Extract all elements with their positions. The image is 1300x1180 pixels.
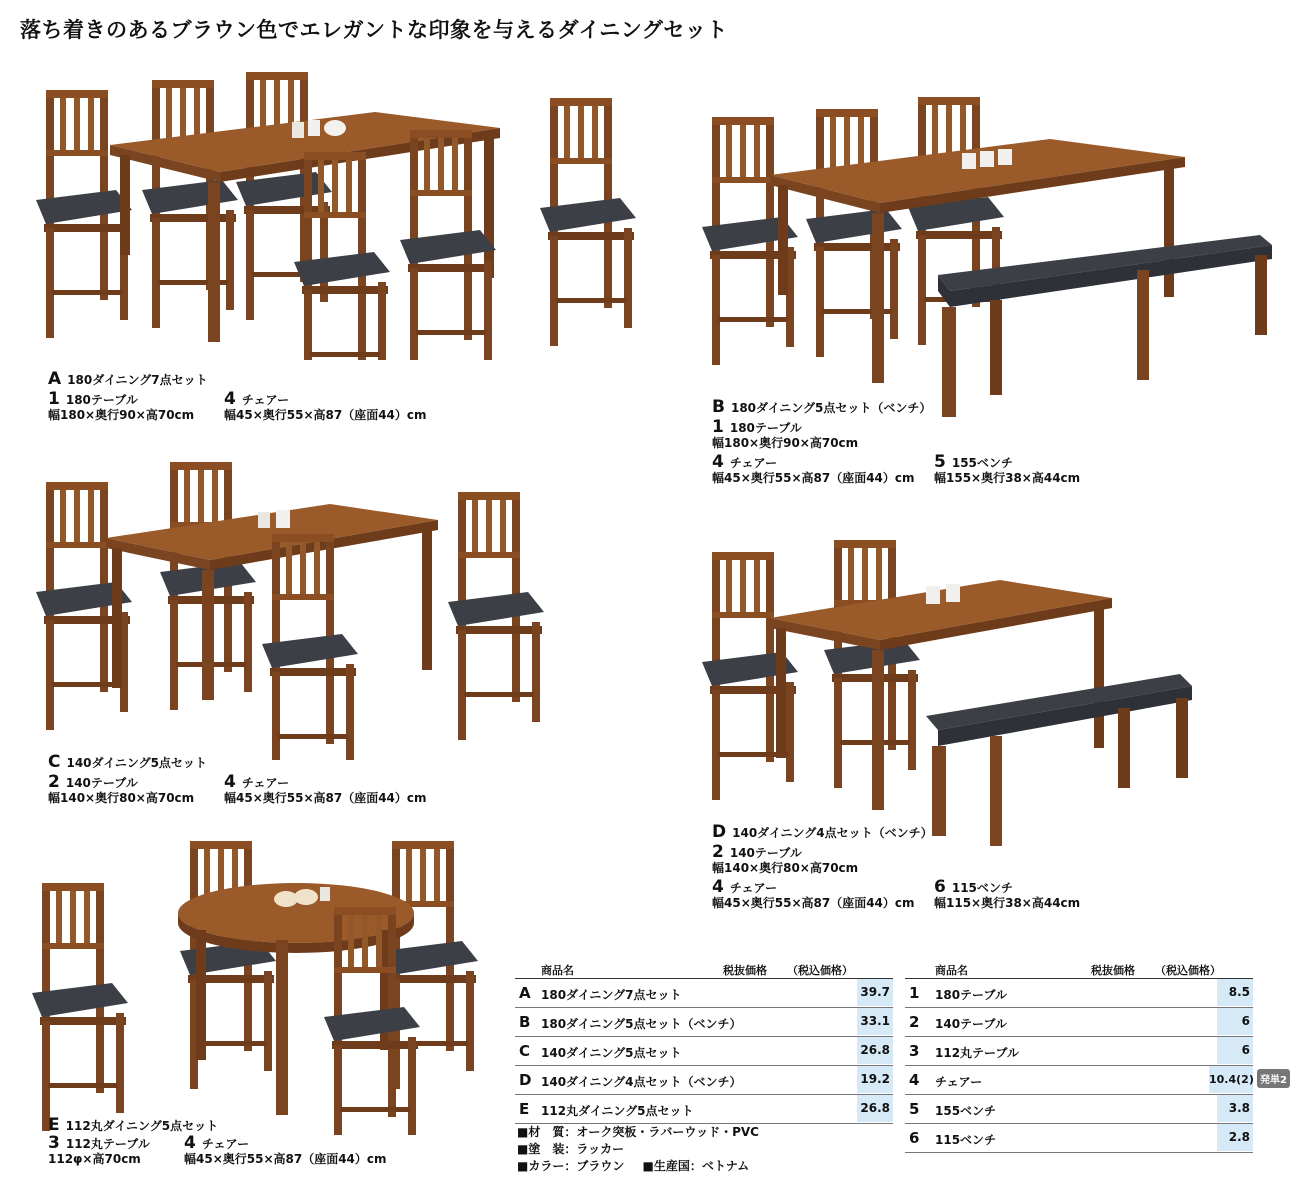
row-name: 140テーブル xyxy=(935,1017,1007,1031)
row-name: 155ベンチ xyxy=(935,1104,997,1118)
item-number: 6 xyxy=(934,877,946,897)
spec-finish: ■塗 装：ラッカー xyxy=(517,1142,625,1156)
item-name: 180テーブル xyxy=(729,421,802,435)
item-dimensions: 112φ×高70cm xyxy=(48,1152,141,1166)
item-number: 2 xyxy=(712,842,724,862)
row-code: D xyxy=(519,1071,532,1089)
set-name: 180ダイニング5点セット（ベンチ） xyxy=(730,401,932,415)
row-code: B xyxy=(519,1013,531,1031)
row-name: 115ベンチ xyxy=(935,1133,997,1147)
row-code: 6 xyxy=(909,1129,920,1147)
item-dimensions: 幅180×奥行90×高70cm xyxy=(48,408,195,422)
item-number: 2 xyxy=(48,772,60,792)
row-name: 180ダイニング5点セット（ベンチ） xyxy=(541,1017,742,1031)
item-dimensions: 幅45×奥行55×高87（座面44）cm xyxy=(712,471,915,485)
item-number: 4 xyxy=(224,772,236,792)
product-specs xyxy=(517,1124,759,1175)
item-name: チェアー xyxy=(241,393,290,407)
table-row xyxy=(905,1066,1253,1095)
table-row xyxy=(905,979,1253,1008)
row-name: 180ダイニング7点セット xyxy=(541,988,682,1002)
row-price: 26.8 xyxy=(857,1095,893,1122)
table-header xyxy=(905,962,1253,979)
row-price: 19.2 xyxy=(857,1066,893,1093)
spec-color: ■カラー：ブラウン xyxy=(517,1159,625,1173)
set-letter: B xyxy=(712,397,725,417)
item-name: チェアー xyxy=(729,881,778,895)
set-name: 112丸ダイニング5点セット xyxy=(65,1119,219,1133)
header-price-in: （税込価格） xyxy=(1155,964,1221,977)
item-dimensions: 幅45×奥行55×高87（座面44）cm xyxy=(712,896,915,910)
table-row xyxy=(905,1095,1253,1124)
item-number: 4 xyxy=(712,877,724,897)
page-headline: 落ち着きのあるブラウン色でエレガントな印象を与えるダイニングセット xyxy=(20,18,728,42)
caption-set-c xyxy=(48,752,468,813)
set-name: 180ダイニング7点セット xyxy=(67,373,208,387)
item-dimensions: 幅45×奥行55×高87（座面44）cm xyxy=(224,408,427,422)
item-number: 4 xyxy=(224,389,236,409)
row-code: A xyxy=(519,984,531,1002)
table-row xyxy=(905,1124,1253,1153)
row-code: C xyxy=(519,1042,531,1060)
row-price: 6 xyxy=(1217,1037,1253,1064)
spec-origin: ■生産国：ベトナム xyxy=(642,1159,750,1173)
photo-set-b xyxy=(700,95,1285,425)
price-table-items xyxy=(905,962,1253,1153)
header-name: 商品名 xyxy=(935,964,968,977)
item-name: チェアー xyxy=(201,1137,250,1151)
item-name: チェアー xyxy=(729,456,778,470)
item-dimensions: 幅155×奥行38×高44cm xyxy=(934,471,1081,485)
row-name: 112丸ダイニング5点セット xyxy=(541,1104,694,1118)
row-code: 3 xyxy=(909,1042,920,1060)
shipping-badge: 発単2 xyxy=(1257,1069,1290,1088)
item-dimensions: 幅45×奥行55×高87（座面44）cm xyxy=(224,791,427,805)
row-name: 140ダイニング5点セット xyxy=(541,1046,682,1060)
header-price-ex: 税抜価格 xyxy=(1091,964,1135,977)
row-price: 10.4(2) xyxy=(1209,1066,1253,1093)
set-letter: D xyxy=(712,822,727,842)
table-row xyxy=(515,1066,893,1095)
item-dimensions: 幅180×奥行90×高70cm xyxy=(712,436,859,450)
item-number: 5 xyxy=(934,452,946,472)
caption-set-d xyxy=(712,822,1132,918)
item-name: チェアー xyxy=(241,776,290,790)
row-name: 112丸テーブル xyxy=(935,1046,1019,1060)
item-name: 140テーブル xyxy=(65,776,138,790)
item-number: 1 xyxy=(48,389,60,409)
row-code: 1 xyxy=(909,984,920,1002)
header-price-ex: 税抜価格 xyxy=(723,964,767,977)
table-header xyxy=(515,962,893,979)
row-code: 4 xyxy=(909,1071,920,1089)
row-price: 8.5 xyxy=(1217,979,1253,1006)
spec-material: ■材 質：オーク突板・ラバーウッド・PVC xyxy=(517,1125,759,1139)
header-price-in: （税込価格） xyxy=(787,964,853,977)
table-row xyxy=(905,1037,1253,1066)
row-name: 180テーブル xyxy=(935,988,1007,1002)
table-row xyxy=(515,1095,893,1124)
table-row xyxy=(515,1037,893,1066)
row-price: 33.1 xyxy=(857,1008,893,1035)
item-number: 4 xyxy=(184,1133,196,1153)
item-name: 180テーブル xyxy=(65,393,138,407)
item-number: 4 xyxy=(712,452,724,472)
caption-set-a xyxy=(48,369,468,430)
set-letter: A xyxy=(48,369,62,389)
price-table-sets xyxy=(515,962,893,1124)
item-name: 112丸テーブル xyxy=(65,1137,150,1151)
item-dimensions: 幅140×奥行80×高70cm xyxy=(48,791,195,805)
caption-set-b xyxy=(712,397,1132,493)
set-name: 140ダイニング4点セット（ベンチ） xyxy=(732,826,933,840)
item-name: 155ベンチ xyxy=(951,456,1013,470)
item-name: 115ベンチ xyxy=(951,881,1013,895)
row-name: チェアー xyxy=(935,1075,983,1089)
set-letter: E xyxy=(48,1115,60,1135)
row-price: 39.7 xyxy=(857,979,893,1006)
row-price: 3.8 xyxy=(1217,1095,1253,1122)
table-row xyxy=(515,979,893,1008)
set-letter: C xyxy=(48,752,61,772)
item-number: 3 xyxy=(48,1133,60,1153)
row-price: 6 xyxy=(1217,1008,1253,1035)
photo-set-d xyxy=(700,540,1220,860)
item-dimensions: 幅140×奥行80×高70cm xyxy=(712,861,859,875)
item-number: 1 xyxy=(712,417,724,437)
item-name: 140テーブル xyxy=(729,846,802,860)
photo-set-c xyxy=(30,460,630,760)
item-dimensions: 幅115×奥行38×高44cm xyxy=(934,896,1081,910)
table-row xyxy=(515,1008,893,1037)
photo-set-e xyxy=(30,835,490,1135)
table-row xyxy=(905,1008,1253,1037)
row-code: 2 xyxy=(909,1013,920,1031)
set-name: 140ダイニング5点セット xyxy=(66,756,207,770)
row-code: E xyxy=(519,1100,530,1118)
header-name: 商品名 xyxy=(541,964,574,977)
item-dimensions: 幅45×奥行55×高87（座面44）cm xyxy=(184,1152,387,1166)
row-code: 5 xyxy=(909,1100,920,1118)
row-price: 2.8 xyxy=(1217,1124,1253,1151)
photo-set-a xyxy=(30,60,670,360)
row-name: 140ダイニング4点セット（ベンチ） xyxy=(541,1075,742,1089)
row-price: 26.8 xyxy=(857,1037,893,1064)
caption-set-e xyxy=(48,1115,468,1174)
